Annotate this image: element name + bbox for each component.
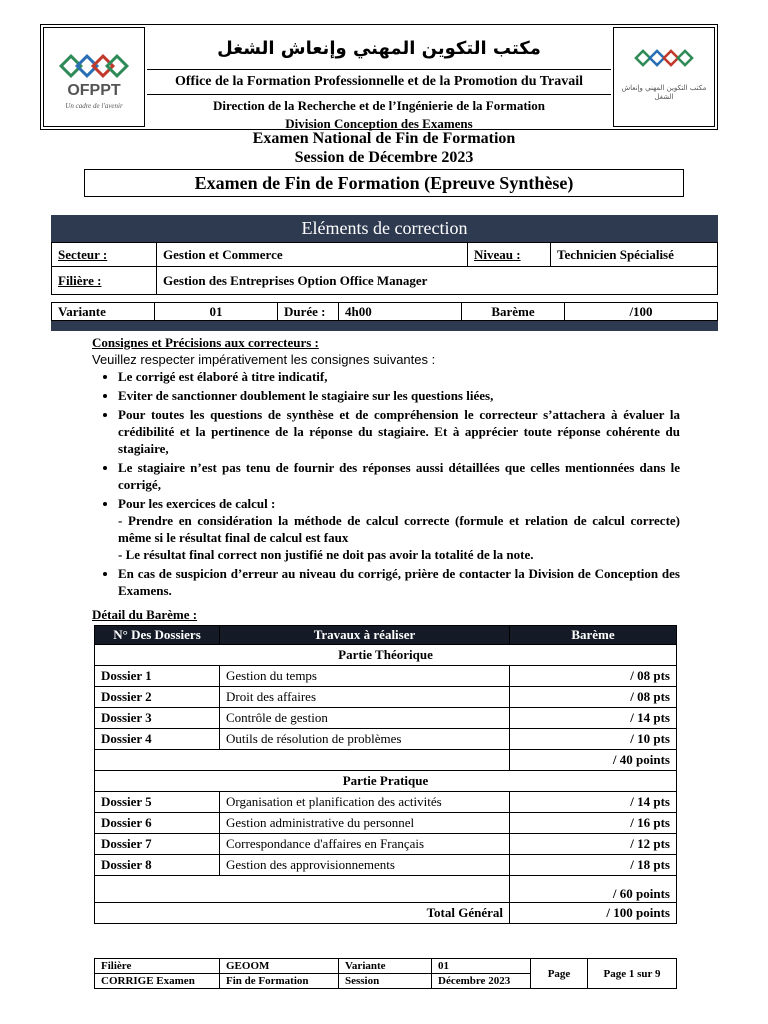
footer-cell: GEOOM xyxy=(220,959,339,974)
dossier-cell: Dossier 8 xyxy=(95,855,220,876)
general-label: Total Général xyxy=(95,903,510,924)
list-item: • Le corrigé est élaboré à titre indicatif, xyxy=(118,368,680,385)
dossier-cell: Dossier 7 xyxy=(95,834,220,855)
footer-cell: Décembre 2023 xyxy=(432,974,531,989)
general-total: / 100 points xyxy=(510,903,677,924)
table-row xyxy=(95,708,677,729)
exam-title: Examen National de Fin de Formation xyxy=(252,130,516,147)
travail-cell: Gestion administrative du personnel xyxy=(220,813,510,834)
consignes-title: Consignes et Précisions aux correcteurs : xyxy=(92,335,319,350)
secteur-value: Gestion et Commerce xyxy=(157,243,468,267)
travail-cell: Gestion des approvisionnements xyxy=(220,855,510,876)
table-row xyxy=(95,855,677,876)
division-name: Division Conception des Examens xyxy=(285,116,473,131)
travail-cell: Contrôle de gestion xyxy=(220,708,510,729)
table-row xyxy=(95,834,677,855)
footer-cell: Filière xyxy=(95,959,220,974)
list-item: • Le stagiaire n’est pas tenu de fournir des réponses aussi détaillées que celles mentionnées dans le corrigé, xyxy=(118,459,680,493)
dossier-cell: Dossier 3 xyxy=(95,708,220,729)
list-item: • Eviter de sanctionner doublement le stagiaire sur les questions liées, xyxy=(118,387,680,404)
points-cell: / 18 pts xyxy=(510,855,677,876)
footer-cell: Fin de Formation xyxy=(220,974,339,989)
points-cell: / 16 pts xyxy=(510,813,677,834)
list-item: • En cas de suspicion d’erreur au niveau du corrigé, prière de contacter la Division de Conception des Examens. xyxy=(118,565,680,599)
info-table xyxy=(51,242,718,295)
consignes-section xyxy=(92,334,680,601)
logo-tagline: Un cadre de l'avenir xyxy=(65,102,123,110)
list-item xyxy=(118,495,680,563)
footer-table xyxy=(94,958,677,989)
list-item: • Pour toutes les questions de synthèse et de compréhension le correcteur s’attachera à évaluer la crédibilité et la pertinence de la réponse du stagiaire. Et à apprécier toute réponse cohérente du stagiaire, xyxy=(118,406,680,457)
table-row xyxy=(95,729,677,750)
table-row xyxy=(95,666,677,687)
points-cell: / 08 pts xyxy=(510,687,677,708)
header-center xyxy=(147,25,611,129)
arabic-title: مكتب التكوين المهني وإنعاش الشغل xyxy=(217,38,541,59)
niveau-value: Technicien Spécialisé xyxy=(551,243,718,267)
practice-title: Partie Pratique xyxy=(95,771,677,792)
table-row xyxy=(95,687,677,708)
travail-cell: Gestion du temps xyxy=(220,666,510,687)
dossier-cell: Dossier 2 xyxy=(95,687,220,708)
variant-table xyxy=(51,302,718,321)
footer-cell: CORRIGE Examen xyxy=(95,974,220,989)
points-cell: / 14 pts xyxy=(510,708,677,729)
practice-total: / 60 points xyxy=(510,876,677,903)
duree-value: 4h00 xyxy=(339,303,462,321)
niveau-label: Niveau : xyxy=(468,243,551,267)
footer-cell: Variante xyxy=(339,959,432,974)
travail-cell: Droit des affaires xyxy=(220,687,510,708)
col-header-bareme: Barème xyxy=(510,626,677,645)
bareme-table xyxy=(94,625,677,924)
points-cell: / 10 pts xyxy=(510,729,677,750)
table-row xyxy=(95,813,677,834)
dossier-cell: Dossier 5 xyxy=(95,792,220,813)
page-header xyxy=(40,24,718,130)
filiere-value: Gestion des Entreprises Option Office Manager xyxy=(157,267,718,295)
variante-value: 01 xyxy=(155,303,278,321)
duree-label: Durée : xyxy=(278,303,339,321)
theory-total: / 40 points xyxy=(510,750,677,771)
variante-label: Variante xyxy=(52,303,155,321)
right-logo-text: مكتب التكوين المهني وإنعاش الشغل xyxy=(621,84,707,101)
col-header-dossiers: N° Des Dossiers xyxy=(95,626,220,645)
points-cell: / 14 pts xyxy=(510,792,677,813)
ofppt-diamonds-small-icon xyxy=(614,28,714,88)
divider-bar xyxy=(51,321,718,331)
ofppt-diamonds-icon xyxy=(44,28,144,126)
travail-cell: Correspondance d'affaires en Français xyxy=(220,834,510,855)
footer-page-value: Page 1 sur 9 xyxy=(588,959,677,989)
theory-title: Partie Théorique xyxy=(95,645,677,666)
logo-text: OFPPT xyxy=(67,82,121,99)
consignes-intro: Veuillez respecter impérativement les consignes suivantes : xyxy=(92,352,436,367)
bareme-value: /100 xyxy=(565,303,718,321)
col-header-travaux: Travaux à réaliser xyxy=(220,626,510,645)
calc-line-1: - Prendre en considération la méthode de calcul correcte (formule et relation de calcul correcte) même si le résultat final de calcul est faux xyxy=(118,513,680,545)
footer-cell: 01 xyxy=(432,959,531,974)
table-row xyxy=(95,792,677,813)
exam-session: Session de Décembre 2023 xyxy=(294,149,474,166)
consignes-list xyxy=(92,368,680,599)
dossier-cell: Dossier 4 xyxy=(95,729,220,750)
travail-cell: Outils de résolution de problèmes xyxy=(220,729,510,750)
section-header: Eléments de correction xyxy=(51,215,718,242)
calc-heading: Pour les exercices de calcul : xyxy=(118,496,276,511)
bareme-title: Détail du Barème : xyxy=(92,607,198,622)
footer-page-label: Page xyxy=(531,959,588,989)
dossier-cell: Dossier 1 xyxy=(95,666,220,687)
ofppt-logo-right xyxy=(613,27,715,127)
boxed-title: Examen de Fin de Formation (Epreuve Synthèse) xyxy=(84,169,684,197)
footer-cell: Session xyxy=(339,974,432,989)
direction-name: Direction de la Recherche et de l’Ingénierie de la Formation xyxy=(212,98,546,113)
filiere-label: Filière : xyxy=(52,267,157,295)
dossier-cell: Dossier 6 xyxy=(95,813,220,834)
travail-cell: Organisation et planification des activités xyxy=(220,792,510,813)
secteur-label: Secteur : xyxy=(52,243,157,267)
ofppt-logo xyxy=(43,27,145,127)
org-name: Office de la Formation Professionnelle et de la Promotion du Travail xyxy=(147,69,611,95)
points-cell: / 08 pts xyxy=(510,666,677,687)
points-cell: / 12 pts xyxy=(510,834,677,855)
bareme-label: Barème xyxy=(462,303,565,321)
calc-line-2: - Le résultat final correct non justifié ne doit pas avoir la totalité de la note. xyxy=(118,547,534,562)
